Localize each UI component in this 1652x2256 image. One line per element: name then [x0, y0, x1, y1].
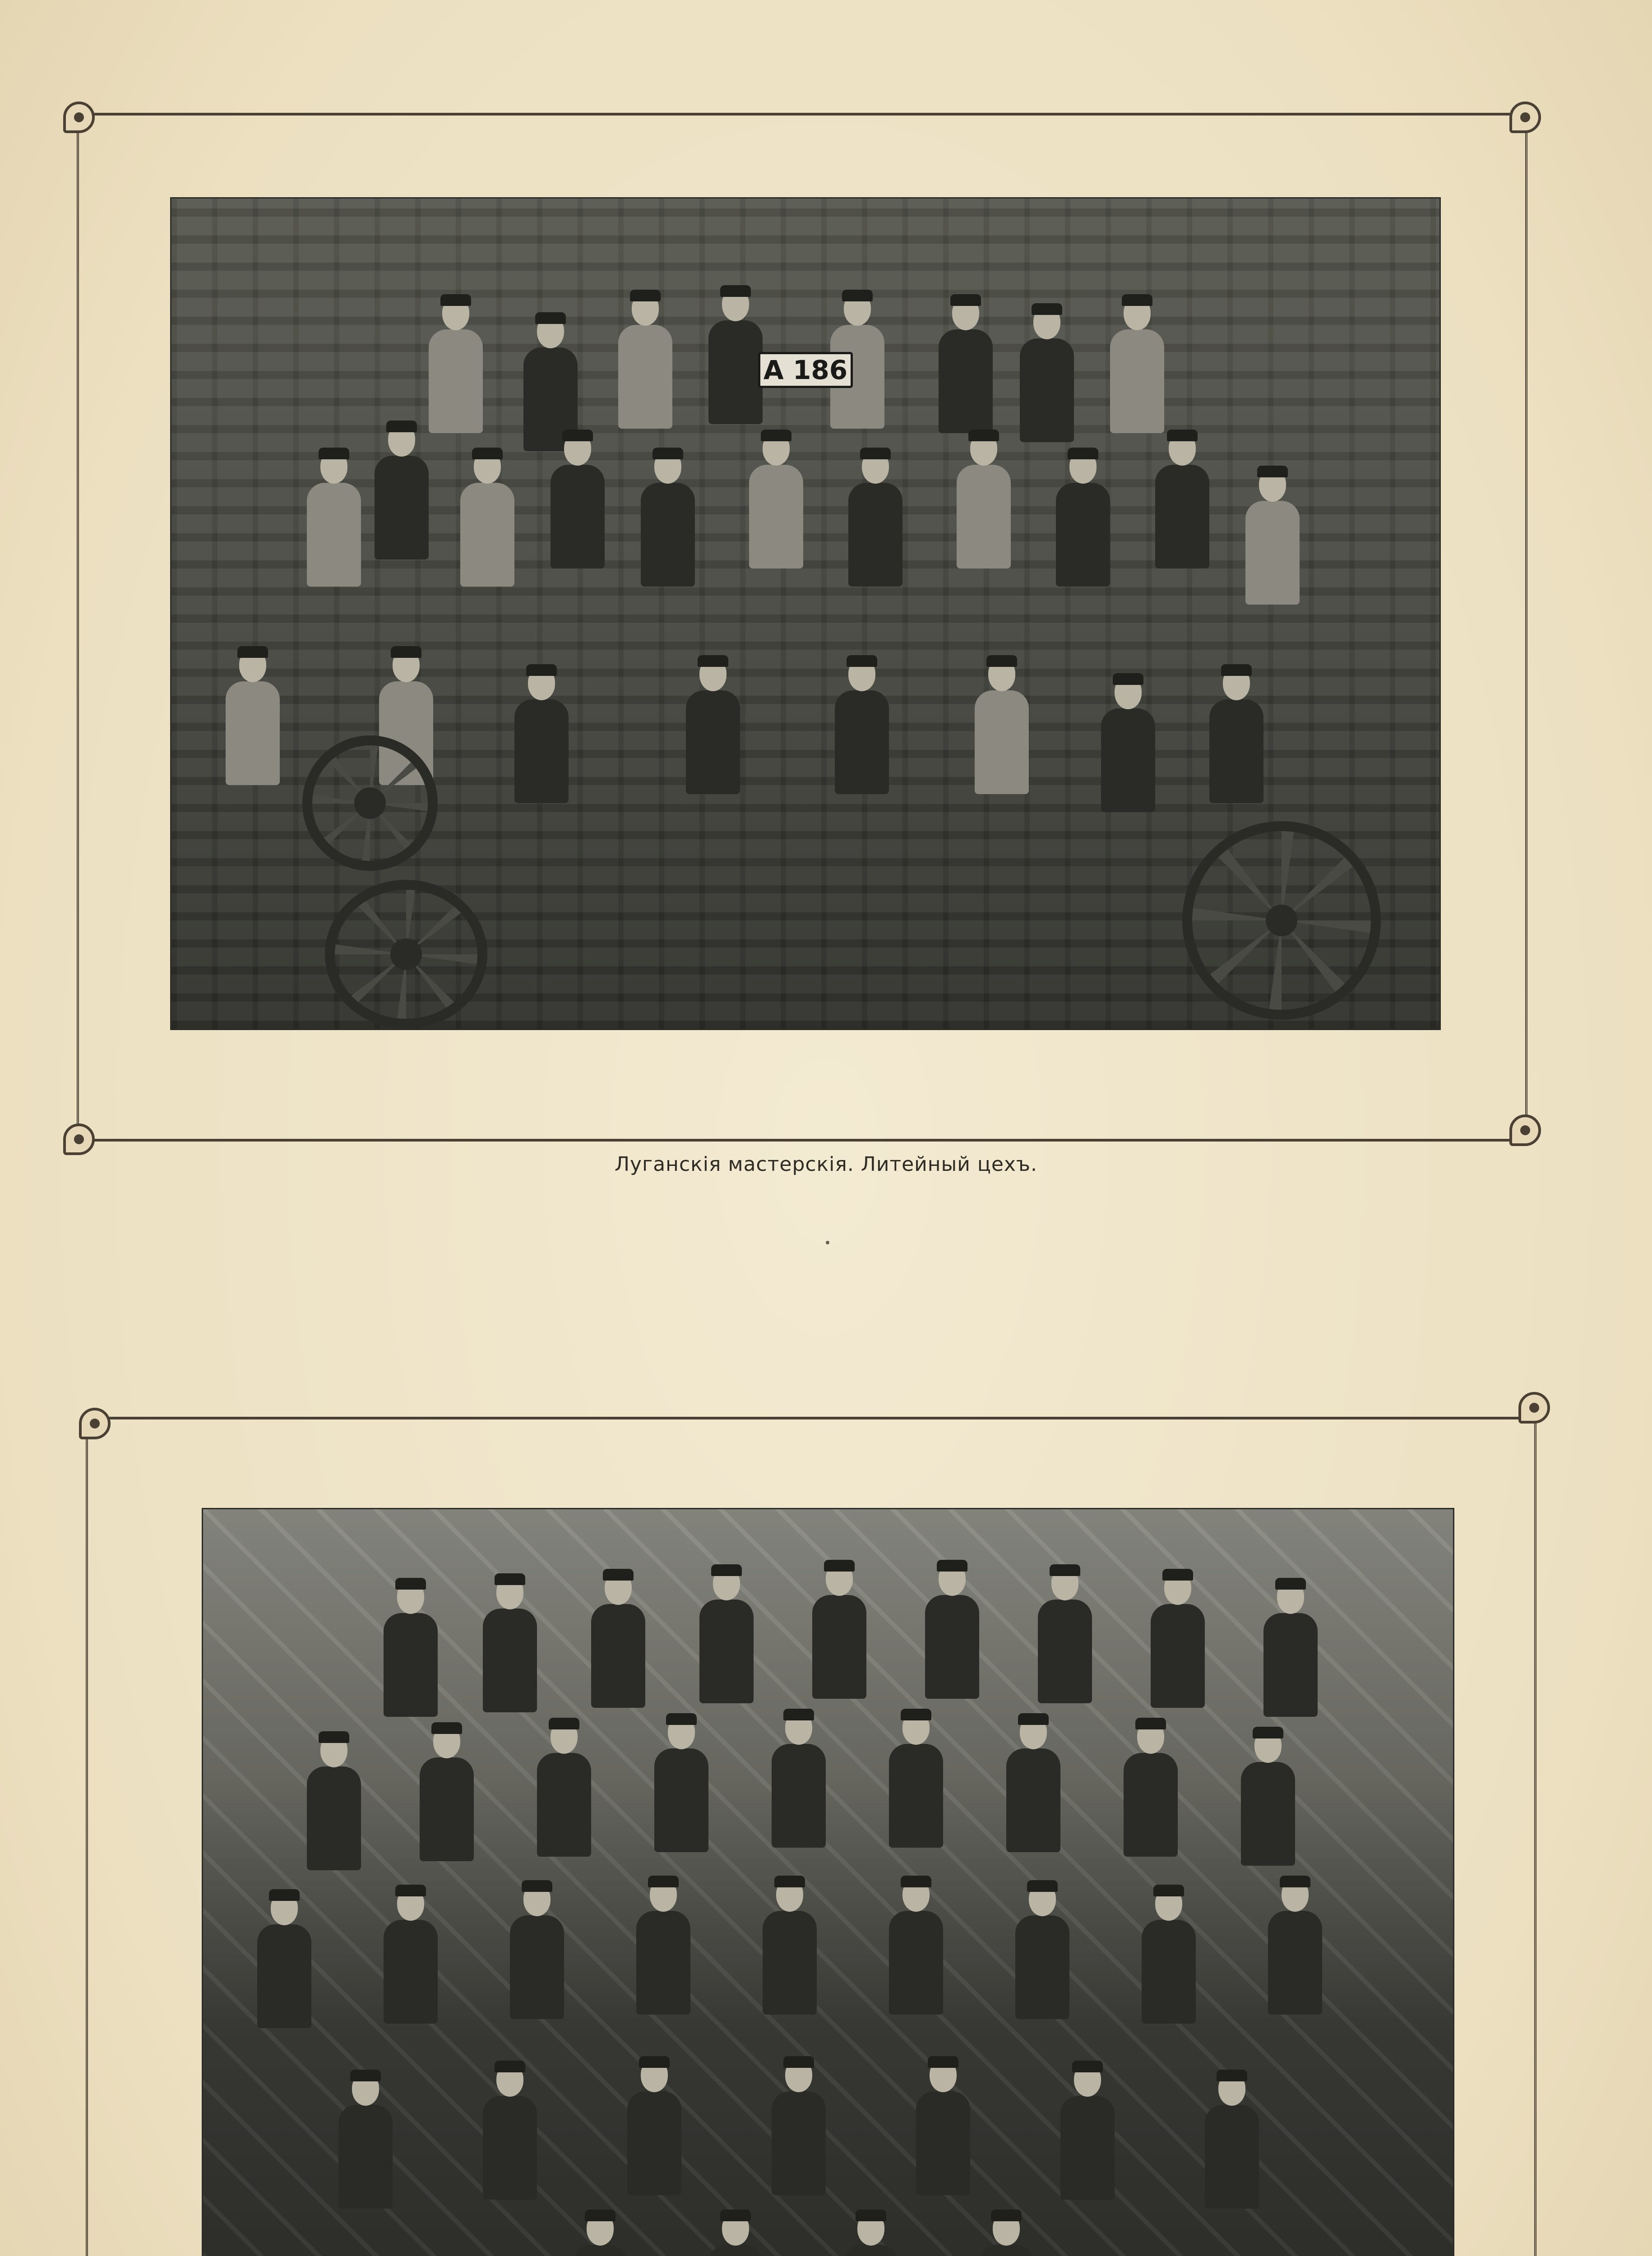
worker-figure [257, 1893, 311, 2028]
cart-wheel-icon [1182, 821, 1381, 1020]
worker-figure [1101, 677, 1155, 812]
worker-figure [889, 1712, 943, 1848]
worker-figure [1205, 2073, 1259, 2209]
worker-figure [384, 1581, 438, 1717]
worker-figure [708, 2213, 763, 2256]
worker-figure [975, 659, 1029, 794]
worker-figure [1038, 1568, 1092, 1703]
worker-figure [916, 2060, 970, 2195]
plate-caption: Луганскія мастерскія. Литейный цехъ. [614, 1153, 1038, 1176]
worker-figure [384, 1888, 438, 2024]
worker-figure [537, 1721, 591, 1857]
corner-ornament-icon [1518, 1392, 1550, 1424]
worker-figure [1241, 1730, 1295, 1866]
worker-figure [483, 2064, 537, 2200]
worker-figure [835, 659, 889, 794]
number-sign: A 186 [758, 352, 853, 388]
worker-figure [641, 451, 695, 587]
worker-figure [420, 1726, 474, 1861]
worker-figure [375, 424, 429, 559]
worker-figure [1268, 1879, 1322, 2015]
corner-ornament-icon [63, 102, 95, 133]
flywheel-icon [325, 880, 487, 1029]
corner-ornament-icon [63, 1123, 95, 1155]
worker-figure [1056, 451, 1110, 587]
worker-figure [848, 451, 902, 587]
corner-ornament-icon [1509, 102, 1541, 133]
foundry-group-photo [171, 199, 1439, 1029]
worker-figure [1209, 668, 1263, 803]
worker-figure [636, 1879, 690, 2015]
worker-figure [1245, 469, 1300, 605]
worker-figure [307, 451, 361, 587]
worker-figure [1015, 1884, 1069, 2019]
worker-figure [957, 433, 1011, 569]
corner-ornament-icon [1509, 1114, 1541, 1146]
machine-shop-group-photo [203, 1509, 1453, 2256]
worker-figure [1020, 307, 1074, 442]
worker-figure [618, 293, 672, 429]
worker-figure [979, 2213, 1033, 2256]
worker-figure [844, 2213, 898, 2256]
worker-figure [1110, 298, 1164, 433]
paper-speck [826, 1241, 829, 1244]
worker-figure [686, 659, 740, 794]
worker-figure [591, 1572, 645, 1708]
worker-figure [889, 1879, 943, 2015]
worker-figure [925, 1563, 979, 1699]
worker-figure [483, 1577, 537, 1712]
worker-figure [1006, 1717, 1060, 1852]
worker-figure [812, 1563, 866, 1699]
worker-figure [510, 1884, 564, 2019]
worker-figure [699, 1568, 754, 1703]
worker-figure [307, 1735, 361, 1870]
worker-figure [1124, 1721, 1178, 1857]
worker-figure [939, 298, 993, 433]
worker-figure [654, 1717, 708, 1852]
worker-figure [460, 451, 514, 587]
worker-figure [514, 668, 569, 803]
worker-figure [1263, 1581, 1318, 1717]
worker-figure [708, 289, 763, 424]
worker-figure [226, 650, 280, 785]
worker-figure [1151, 1572, 1205, 1708]
worker-figure [1142, 1888, 1196, 2024]
worker-figure [429, 298, 483, 433]
worker-figure [772, 2060, 826, 2195]
worker-figure [1060, 2064, 1115, 2200]
worker-figure [1155, 433, 1209, 569]
worker-figure [763, 1879, 817, 2015]
worker-figure [772, 1712, 826, 1848]
worker-figure [551, 433, 605, 569]
worker-figure [573, 2213, 627, 2256]
gear-wheel-icon [302, 735, 438, 871]
worker-figure [627, 2060, 681, 2195]
worker-figure [749, 433, 803, 569]
worker-figure [338, 2073, 393, 2209]
corner-ornament-icon [79, 1408, 111, 1439]
